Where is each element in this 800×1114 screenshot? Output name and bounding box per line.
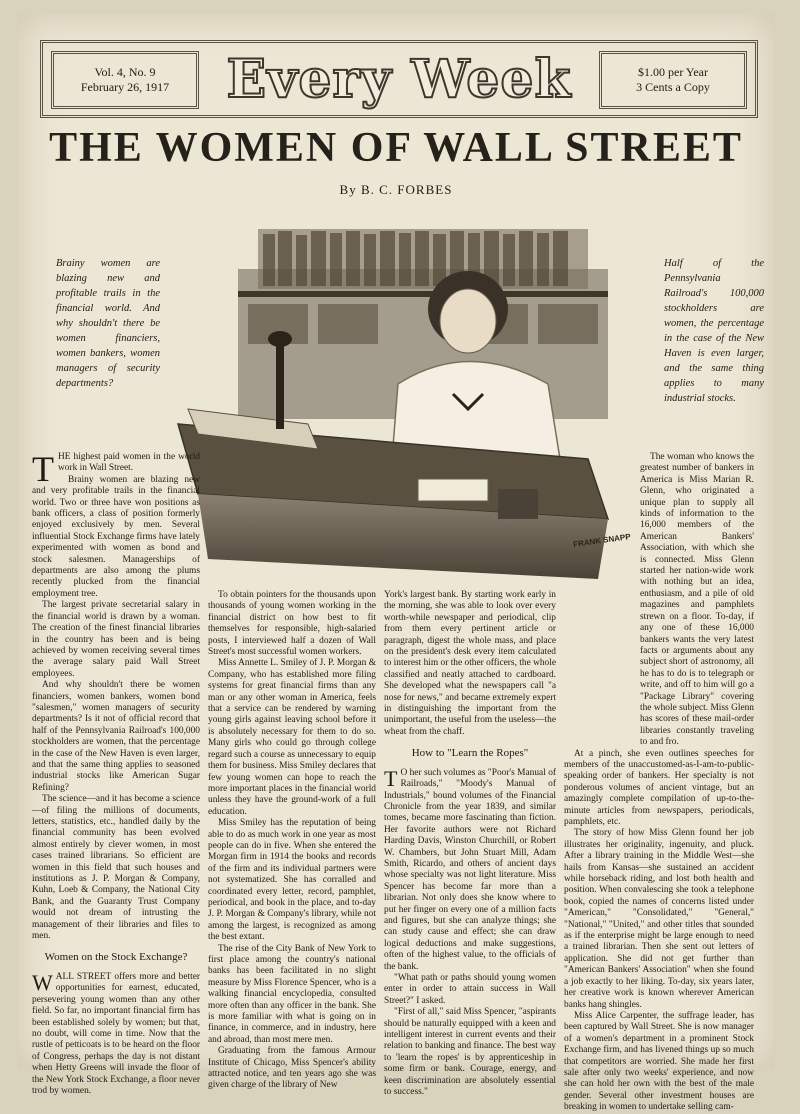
drop-cap: T <box>32 449 54 489</box>
caption-left: Brainy women are blazing new and profitable trails in the financial world. And why shouldn't there be women financiers, women bankers, women managers of security departments? <box>56 258 160 389</box>
paragraph: The story of how Miss Glenn found her job illustrates her originality, ingenuity, and pluck. After a library training in the Middle West—she hails from Kansas—she sustained an accident while horseback riding, and lost both health and position. When convalescing she took a telephone book, copied the names of concerns listed under "American," "Consolidated," "General," "National," "United," and other titles that sounded as if the enterprise might be large enough to need a trained librarian. Then she sent out letters of application. She did not get further than "American Bankers' Association" when she found a job exactly to her liking. To-day, six years later, her creative work is known wherever American banks hang shingles. <box>564 828 754 1010</box>
article-byline: By B. C. FORBES <box>339 182 453 197</box>
magazine-page <box>18 14 774 1113</box>
price-info-box <box>599 51 747 109</box>
paragraph: The largest private secretarial salary in the financial world is drawn by a woman. The creation of the finest financial libraries in the country has been and is being achieved by women receiving several times the average salary paid Wall Street employees. <box>32 600 200 679</box>
text-column-4 <box>564 452 754 1114</box>
paragraph: And why shouldn't there be women financiers, women bankers, women bond "salesmen," women managers of security departments? Is it not of official record that half of the Pennsylvania Railroad's 100,000 stockholders are women, that the percentage in the case of the New Haven is even larger, and that the same thing applies to seasoned industrial stocks like American Sugar Refining? <box>32 680 200 793</box>
paragraph: To obtain pointers for the thousands upon thousands of young women working in the financial district on how best to fit themselves for responsible, high-salaried posts, I interviewed half a dozen of Wall Street's most successful women workers. <box>208 590 376 658</box>
drop-cap: T <box>384 765 398 791</box>
price-per-copy: 3 Cents a Copy <box>636 80 710 94</box>
issue-info-box <box>51 51 199 109</box>
section-subhead: How to "Learn the Ropes" <box>411 747 529 760</box>
price-per-year: $1.00 per Year <box>638 65 708 79</box>
paragraph: The rise of the City Bank of New York to first place among the country's national banks has been facilitated in no slight measure by Miss Florence Spencer, who is a walking financial encyclopedia, consulted more often than any officer in the bank. She is more familiar with what is going on in finance, in commerce, and in industry, here and abroad, than most mere men. <box>208 943 376 1045</box>
paragraph: "First of all," said Miss Spencer, "aspirants should be naturally equipped with a keen and intelligent interest in current events and their relation to banking and finance. The best way to 'learn the ropes' is by apprenticeship in some firm or bank. Courage, energy, and keen discrimination are absolutely essential to success." <box>384 1007 556 1098</box>
text-column-3 <box>384 590 556 1098</box>
paragraph: The woman who knows the greatest number of bankers in America is Miss Marian R. Glenn, who originated a unique plan to supply all kinds of information to the 16,000 members of the American Bankers' Association, with which she is connected. Miss Glenn started her nation-wide work with nothing but an idea, enthusiasm, and a pile of old magazines and pamphlets strewn on a floor. To-day, if any one of these 16,000 bankers wants the very latest facts or arguments about any subject short of astronomy, all he has to do is to telegraph or write, and off to him will go a "Package Library" covering the whole subject. Miss Glenn has scores of these mail-order libraries constantly traveling to and fro. <box>640 452 754 748</box>
paragraph: At a pinch, she even outlines speeches for members of the unaccustomed-as-I-am-to-public-speaking order of bankers. Her specialty is not ponderous volumes of ancient vintage, but an amazingly complete compilation of up-to-the-minute articles from newspapers, periodicals, pamphlets, etc. <box>564 748 754 827</box>
issue-date: February 26, 1917 <box>80 80 170 94</box>
illustration-woman-at-desk <box>168 209 628 589</box>
paragraph: Miss Smiley has the reputation of being able to do as much work in one year as most people can do in five. When she entered the Morgan firm in 1914 the books and records of the firm and its individual partners were not systematized. She has corralled and coordinated every letter, record, pamphlet, periodical, and book in the place, and to-day J. P. Morgan & Company's library, while not among the largest, is recognized as among the best extant. <box>208 818 376 943</box>
paragraph: Miss Annette L. Smiley of J. P. Morgan & Company, who has established more filing systems for great financial firms than any man or any other woman in America, feels that a service can be rendered by warning young girls against leaving school before it is absolutely necessary for them to do so. Many girls who could go through college regard such a course as unnecessary to equip them for business. Miss Smiley declares that few young women can hope to reach the more important places in the financial world unless they have the ground-work of a full education. <box>208 658 376 817</box>
paragraph: HE highest paid women in the world work in Wall Street. <box>58 452 200 474</box>
paragraph: Brainy women are blazing new and very profitable trails in the financial world. Two or three have won positions as bank officers, a class of position formerly enjoyed exclusively by men. Several influential Stock Exchange firms have lately experimented with women as bond and stock salesmen. Managerships of departments are also among the plums recently plucked from the financial employment tree. <box>32 474 200 599</box>
paragraph: The science—and it has become a science—of filing the millions of documents, letters, statistics, etc., handled daily by the financial community has been evolved almost entirely by clever women, in most cases trained librarians. So efficient are women in this field that such houses and institutions as J. P. Morgan & Company, Kuhn, Loeb & Company, the National City Bank, and the Guaranty Trust Company would not dream of intrusting the management of their libraries and files to men. <box>32 794 200 942</box>
paragraph: ALL STREET offers more and better opportunities for earnest, educated, persevering young women than any other field. So far, no important financial firm has been established solely by women; but that, no doubt, will come in time. Now that the rustle of petticoats is to be heard on the floor of Congress, perhaps the day is not distant when Hetty Greens will invade the floor of the New York Stock Exchange, a floor never trod by women. <box>32 971 200 1096</box>
paragraph: Graduating from the famous Armour Institute of Chicago, Miss Spencer's ability attracted notice, and ten years ago she was given charge of the library of New <box>208 1046 376 1091</box>
masthead <box>40 40 758 118</box>
article-headline: THE WOMEN OF WALL STREET <box>49 125 743 171</box>
caption-right: Half of the Pennsylvania Railroad's 100,000 stockholders are women, the percentage in the case of the New Haven is even larger, and the same thing applies to many industrial stocks. <box>664 258 764 404</box>
paragraph: O her such volumes as "Poor's Manual of Railroads," "Moody's Manual of Industrials," bound volumes of the Financial Chronicle from the year 1839, and similar tomes, became more fascinating than fiction. Her favorite authors were not Richard Harding Davis, Winston Churchill, or Robert W. Chambers, but John Stuart Mill, Adam Smith, Ricardo, and others of ancient days whose specialty was not light literature. Miss Spencer has become far more than a librarian. Not only does she know where to put her finger on every one of a million facts and figures, but she can analyze things; she can study cause and effect; she can draw logical deductions and make suggestions, often of the highest value, to the officials of the bank. <box>384 767 556 972</box>
section-subhead: Women on the Stock Exchange? <box>44 951 188 964</box>
paragraph: York's largest bank. By starting work early in the morning, she was able to look over every worth-while newspaper and periodical, clip from them every pertinent article or paragraph, digest the whole mass, and place on the president's desk every item calculated to interest him or the other officers, the whole classified and neatly attached to cardboard. She developed what the newspapers call "a nose for news," and became extremely expert in distinguishing the important from the unimportant, the useful from the useless—the wheat from the chaff. <box>384 590 556 737</box>
paragraph: Miss Alice Carpenter, the suffrage leader, has been captured by Wall Street. She is now manager of a women's department in a prominent Stock Exchange firm, and has livened things up so much that competitors are worried. She made her first sale after only two weeks' experience, and now she can hold her own with the best of the male gender. Several other investment houses are breaking in women to undertake selling cam- <box>564 1010 754 1113</box>
drop-cap: W <box>32 969 53 995</box>
illustrator-signature: FRANK SNAPP <box>572 532 632 549</box>
column-4-top <box>640 452 754 749</box>
magazine-title: Every Week <box>226 48 572 110</box>
volume-number: Vol. 4, No. 9 <box>94 65 156 79</box>
text-column-1 <box>32 449 200 1097</box>
text-column-2 <box>208 590 376 1092</box>
paragraph: "What path or paths should young women enter in order to attain success in Wall Street?" I asked. <box>384 973 556 1006</box>
